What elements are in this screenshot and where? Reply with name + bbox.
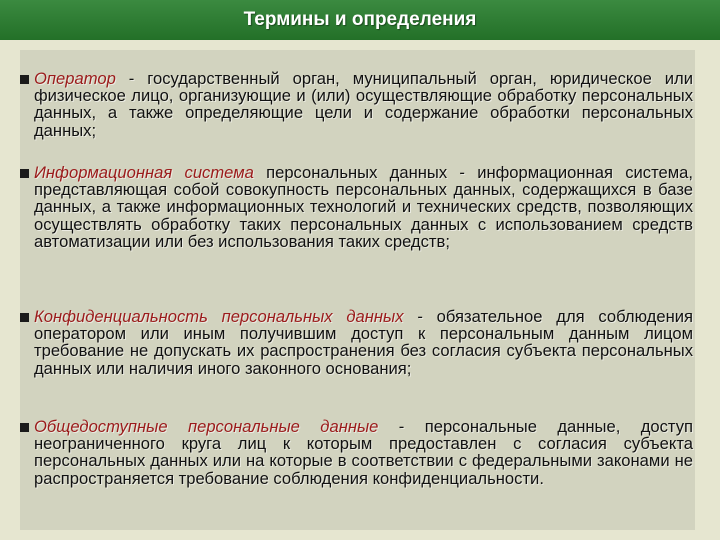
page-title: Термины и определения bbox=[243, 9, 477, 30]
term-label: Общедоступные персональные данные bbox=[34, 417, 379, 436]
bullet-icon bbox=[20, 169, 29, 178]
definition-text bbox=[34, 418, 693, 487]
bullet-icon bbox=[20, 423, 29, 432]
definition-text bbox=[34, 308, 693, 377]
definition-body: персональных данных - информационная система, представляющая собой совокупность персональных данных, содержащихся в базе данных, а также информационных технологий и технических средств, позволяющих осуществлять обработку таких персональных данных с использованием средств автоматизации или без использования таких средств; bbox=[34, 163, 693, 251]
definition-body: - государственный орган, муниципальный орган, юридическое или физическое лицо, организующие и (или) осуществляющие обработку персональных данных, а также определяющие цели и содержание обработки персональных данных; bbox=[34, 69, 693, 140]
term-label: Информационная система bbox=[34, 163, 254, 182]
definition-body: - персональные данные, доступ неограниченного круга лиц к которым предоставлен с согласия субъекта персональных данных или на которые в соответствии с федеральными законами не распространяется требование соблюдения конфиденциальности. bbox=[34, 417, 693, 488]
definition-text bbox=[34, 164, 693, 250]
term-label: Конфиденциальность персональных данных bbox=[34, 307, 404, 326]
title-bar bbox=[0, 0, 720, 40]
content-area bbox=[20, 50, 695, 530]
definition-body: - обязательное для соблюдения оператором или иным получившим доступ к персональным данным лицом требование не допускать их распространения без согласия субъекта персональных данных или наличия иного законного основания; bbox=[34, 307, 693, 378]
definition-text bbox=[34, 70, 693, 139]
bullet-icon bbox=[20, 313, 29, 322]
term-label: Оператор bbox=[34, 69, 116, 88]
bullet-icon bbox=[20, 75, 29, 84]
